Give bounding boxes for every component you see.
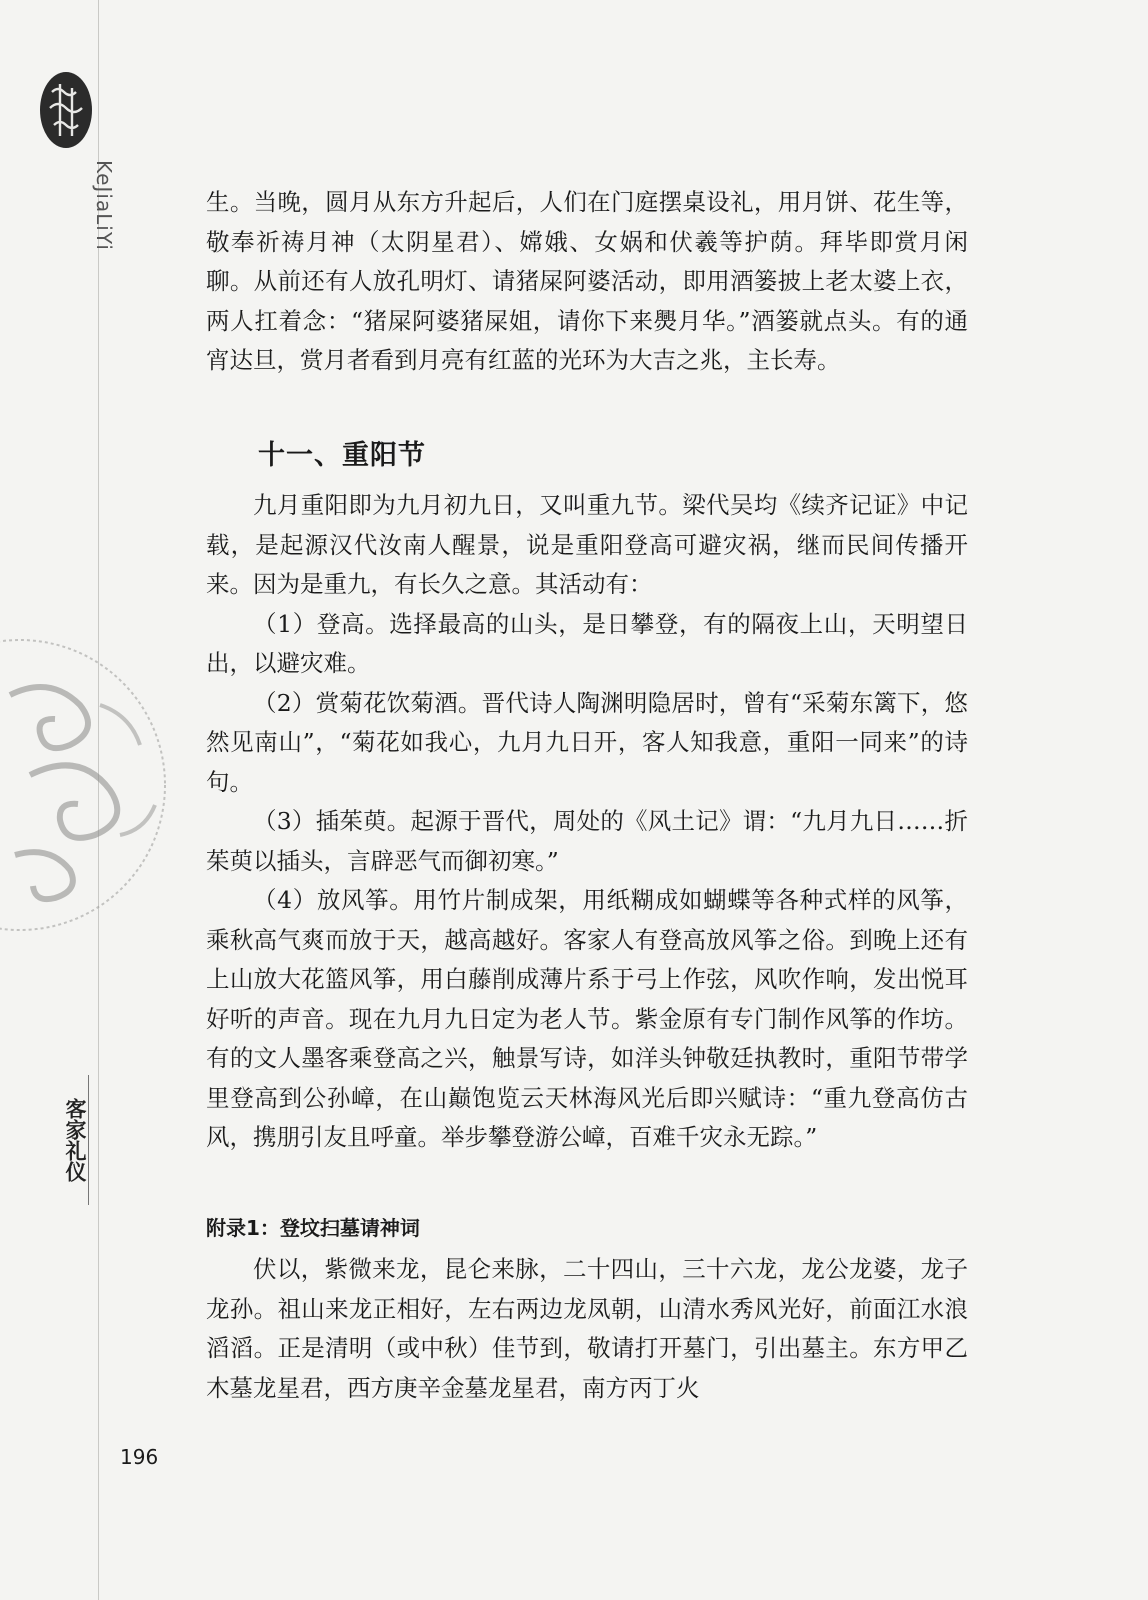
activity-item-4: （4）放风筝。用竹片制成架，用纸糊成如蝴蝶等各种式样的风筝，乘秋高气爽而放于天，越高越好。客家人有登高放风筝之俗。到晚上还有上山放大花篮风筝，用白藤削成薄片系于弓上作弦，风吹作响，发出悦耳好听的声音。现在九月九日定为老人节。紫金原有专门制作风筝的作坊。有的文人墨客乘登高之兴，触景写诗，如洋头钟敬廷执教时，重阳节带学里登高到公孙嶂，在山巅饱览云天林海风光后即兴赋诗：“重九登高仿古风，携朋引友且呼童。举步攀登游公嶂，百难千灾永无踪。” xyxy=(206,886,968,1151)
section-paragraph: 九月重阳即为九月初九日，又叫重九节。梁代吴均《续齐记证》中记载，是起源汉代汝南人醒景，说是重阳登高可避灾祸，继而民间传播开来。因为是重九，有长久之意。其活动有： xyxy=(206,491,968,598)
activity-item-1: （1）登高。选择最高的山头，是日攀登，有的隔夜上山，天明望日出，以避灾难。 xyxy=(206,609,968,677)
page-number: 196 xyxy=(120,1445,159,1469)
intro-paragraph-block xyxy=(206,183,968,381)
section-body xyxy=(206,486,968,1158)
activity-item-3: （3）插茱萸。起源于晋代，周处的《风土记》谓：“九月九日……折茱萸以插头，言辟恶气而御初寒。” xyxy=(206,807,968,875)
appendix-title: 附录1：登坟扫墓请神词 xyxy=(206,1216,420,1240)
activity-item-2: （2）赏菊花饮菊酒。晋代诗人陶渊明隐居时，曾有“采菊东篱下，悠然见南山”，“菊花如我心，九月九日开，客人知我意，重阳一同来”的诗句。 xyxy=(206,688,968,796)
appendix-body xyxy=(206,1250,968,1408)
cloud-pattern-ornament xyxy=(0,635,170,935)
appendix-paragraph: 伏以，紫微来龙，昆仑来脉，二十四山，三十六龙，龙公龙婆，龙子龙孙。祖山来龙正相好，左右两边龙凤朝，山清水秀风光好，前面江水浪滔滔。正是清明（或中秋）佳节到，敬请打开墓门，引出墓主。东方甲乙木墓龙星君，西方庚辛金墓龙星君，南方丙丁火 xyxy=(206,1255,968,1402)
section-title: 十一、重阳节 xyxy=(258,440,426,471)
seal-logo xyxy=(38,70,94,150)
side-book-title: 客家礼仪 xyxy=(63,1098,87,1182)
intro-paragraph: 生。当晚，圆月从东方升起后，人们在门庭摆桌设礼，用月饼、花生等，敬奉祈祷月神（太阴星君）、嫦娥、女娲和伏羲等护荫。拜毕即赏月闲聊。从前还有人放孔明灯、请猪屎阿婆活动，即用酒篓披上老太婆上衣，两人扛着念：“猪屎阿婆猪屎姐，请你下来爂月华。”酒篓就点头。有的通宵达旦，赏月者看到月亮有红蓝的光环为大吉之兆，主长寿。 xyxy=(206,188,968,374)
series-pinyin: KeJiaLiYi xyxy=(92,160,116,251)
